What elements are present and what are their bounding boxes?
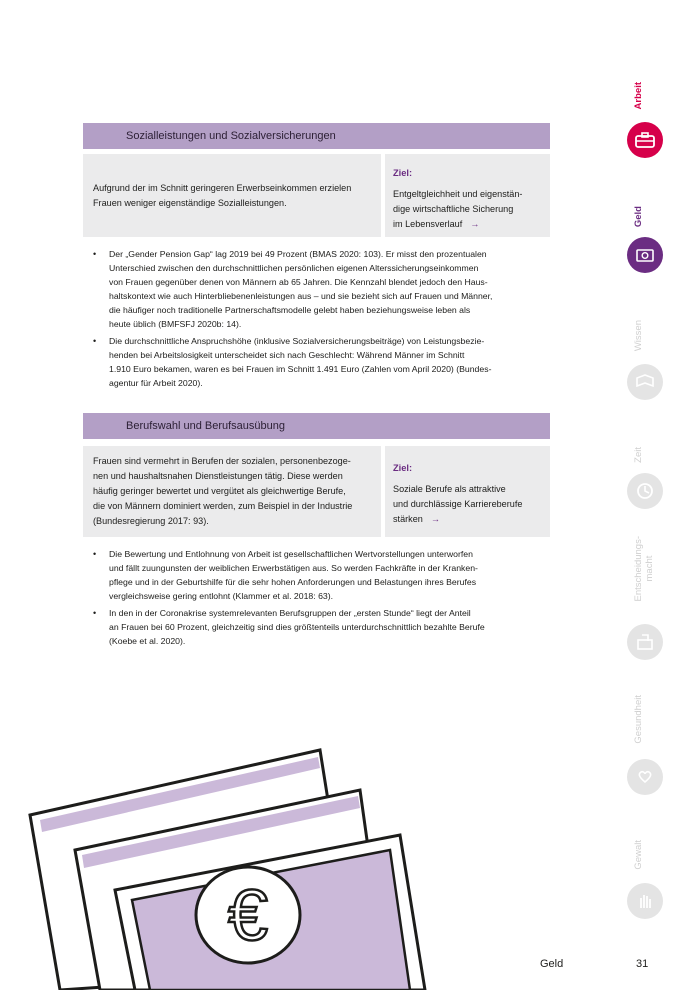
list-line: an Frauen bei 60 Prozent, gleichzeitig sind dies größtenteils unterdurchschnittlich bezahlte Berufe — [109, 622, 485, 632]
arrow-right-icon[interactable]: → — [430, 514, 440, 524]
list-line: und fällt zuungunsten der weiblichen Erwerbstätigen aus. So werden Fachkräfte in der Kranken- — [109, 563, 478, 573]
goal-box — [385, 154, 550, 237]
book-icon[interactable] — [627, 364, 663, 400]
goal-label: Ziel: — [393, 168, 413, 178]
sidebar-item-entscheidungsmacht[interactable] — [633, 536, 655, 601]
list-line: vergleichsweise gering entlohnt (Klammer et al. 2018: 63). — [109, 591, 334, 601]
list-item — [93, 334, 553, 390]
list-line: • Die Bewertung und Entlohnung von Arbeit ist gesellschaftlichen Wertvorstellungen unterworfen — [109, 549, 473, 559]
list-line: 1.910 Euro bekamen, waren es bei Frauen im Schnitt 1.491 Euro (Zahlen vom April 2020) (Bundes- — [109, 364, 492, 374]
section-title: Sozialleistungen und Sozialversicherungen — [126, 130, 336, 142]
euro-symbol: € — [227, 876, 269, 956]
problem-line: die von Männern dominiert werden, zum Beispiel in der Industrie — [93, 501, 353, 511]
sidebar-item-geld[interactable]: Geld — [633, 206, 644, 228]
problem-line: nen und haushaltsnahen Dienstleistungen tätig. Diese werden — [93, 471, 343, 481]
bullet-list-1 — [93, 247, 553, 393]
goal-line: und durchlässige Karriereberufe — [393, 499, 523, 509]
goal-box — [385, 446, 550, 537]
clock-icon[interactable] — [627, 473, 663, 509]
problem-line: (Bundesregierung 2017: 93). — [93, 516, 209, 526]
arrow-right-icon[interactable]: → — [470, 219, 480, 229]
page-number: 31 — [636, 958, 649, 970]
tab-line: macht — [644, 555, 655, 582]
list-line: • Der „Gender Pension Gap“ lag 2019 bei 49 Prozent (BMAS 2020: 103). Er misst den prozentualen — [109, 249, 487, 259]
section-header-sozialleistungen — [83, 123, 550, 149]
list-line: von Frauen gegenüber denen von Männern ab 65 Jahren. Die Kennzahl blendet jedoch den Haus- — [109, 277, 488, 287]
list-item — [93, 247, 553, 331]
briefcase-icon[interactable] — [627, 122, 663, 158]
sidebar-item-gewalt[interactable]: Gewalt — [633, 840, 644, 870]
goal-label: Ziel: — [393, 463, 413, 473]
money-icon[interactable] — [627, 237, 663, 273]
goal-line: Entgeltgleichheit und eigenstän- — [393, 189, 523, 199]
list-line: (Koebe et al. 2020). — [109, 636, 186, 646]
problem-text: Aufgrund der im Schnitt geringeren Erwerbseinkommen erzielen Frauen weniger eigenständige Sozialleistungen. — [93, 182, 352, 208]
list-line: • In den in der Coronakrise systemrelevanten Berufsgruppen der „ersten Stunde“ liegt der Anteil — [109, 608, 471, 618]
list-line: Unterschied zwischen den durchschnittlichen persönlichen eigenen Alterssicherungseinkommen — [109, 263, 479, 273]
heart-hand-icon[interactable] — [627, 759, 663, 795]
problem-box — [83, 446, 381, 537]
sidebar-item-wissen[interactable]: Wissen — [633, 320, 644, 352]
goal-line: stärken — [393, 514, 423, 524]
list-line: • Die durchschnittliche Anspruchshöhe (inklusive Sozialversicherungsbeiträge) von Leistungsbezie- — [109, 336, 485, 346]
goal-line: Soziale Berufe als attraktive — [393, 484, 506, 494]
list-line: heute üblich (BMFSFJ 2020b: 14). — [109, 319, 242, 329]
list-item — [93, 606, 553, 648]
tab-line: Entscheidungs- — [633, 536, 644, 602]
goal-line: im Lebensverlauf — [393, 219, 463, 229]
section-title: Berufswahl und Berufsausübung — [126, 420, 285, 432]
stop-hand-icon[interactable] — [627, 883, 663, 919]
list-line: henden bei Arbeitslosigkeit unterscheidet sich nach Geschlecht: Während Männer im Schnitt — [109, 350, 465, 360]
list-item — [93, 547, 553, 603]
list-line: agentur für Arbeit 2020). — [109, 378, 203, 388]
sidebar-item-arbeit[interactable]: Arbeit — [633, 82, 644, 110]
sidebar-item-gesundheit[interactable]: Gesundheit — [633, 695, 644, 744]
list-line: haltskontext wie auch Hinterbliebenenleistungen aus – und sie bezieht sich auf Frauen und Männer, — [109, 291, 493, 301]
bullet-list-2 — [93, 547, 553, 651]
ballot-icon[interactable] — [627, 624, 663, 660]
problem-line: häufig geringer bewertet und vergütet als gleichwertige Berufe, — [93, 486, 346, 496]
problem-line: Frauen sind vermehrt in Berufen der sozialen, personenbezoge- — [93, 456, 351, 466]
problem-box — [83, 154, 381, 237]
list-line: die häufiger noch traditionelle Partnerschaftsmodelle gelebt haben beziehungsweise leben als — [109, 305, 471, 315]
banknotes-illustration — [0, 740, 460, 990]
footer-chapter-label: Geld — [540, 958, 564, 970]
list-line: pflege und in der Geburtshilfe für die sehr hohen Anforderungen und Belastungen ihres Berufes — [109, 577, 477, 587]
goal-line: dige wirtschaftliche Sicherung — [393, 204, 514, 214]
sidebar-item-zeit[interactable]: Zeit — [633, 447, 644, 463]
section-header-berufswahl — [83, 413, 550, 439]
